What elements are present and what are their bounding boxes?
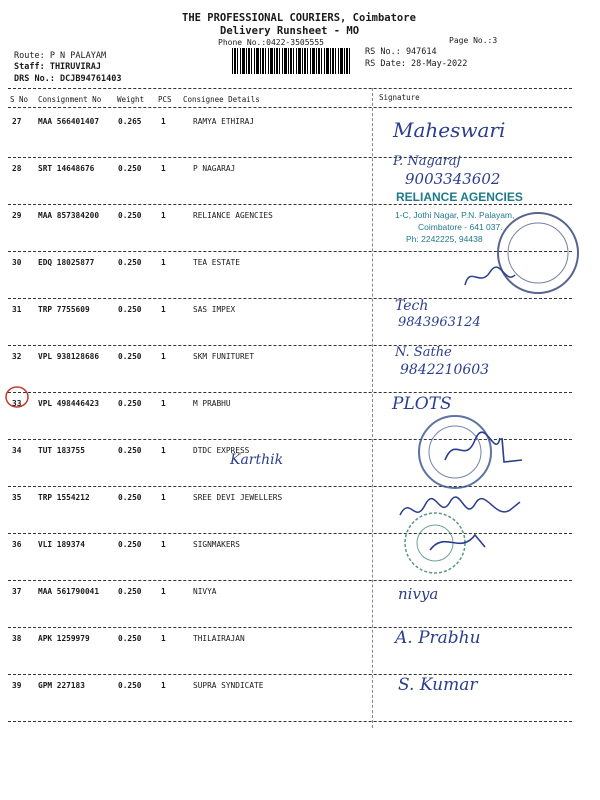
col-consignment: Consignment No	[38, 95, 102, 104]
row-sno: 27	[12, 117, 22, 126]
col-signature: Signature	[379, 93, 420, 102]
row-consignee: SKM FUNITURET	[193, 352, 255, 361]
phone-28: 9003343602	[405, 170, 501, 188]
signature-28: P. Nagaraj	[393, 154, 461, 169]
row-consignee: SAS IMPEX	[193, 305, 236, 314]
row-pcs: 1	[161, 540, 166, 549]
col-pcs: PCS	[158, 95, 172, 104]
row-consignee: RAMYA ETHIRAJ	[193, 117, 255, 126]
row-pcs: 1	[161, 587, 166, 596]
row-sno: 37	[12, 587, 22, 596]
row-consignee: NIVYA	[193, 587, 217, 596]
signature-34-scribble-icon	[440, 430, 530, 470]
row-sno: 38	[12, 634, 22, 643]
table-row	[0, 628, 600, 674]
signature-31: Tech	[395, 298, 429, 314]
drs-number: DRS No.: DCJB94761403	[14, 74, 122, 84]
row-weight: 0.250	[118, 211, 142, 220]
row-consignment: APK 1259979	[38, 634, 90, 643]
header-bottom-rule	[8, 107, 572, 108]
row-pcs: 1	[161, 399, 166, 408]
row-sno: 29	[12, 211, 22, 220]
row-consignment: VLI 189374	[38, 540, 85, 549]
row-sno: 33	[12, 399, 22, 408]
row-sno: 28	[12, 164, 22, 173]
row-weight: 0.250	[118, 305, 142, 314]
row-consignee: THILAIRAJAN	[193, 634, 245, 643]
row-weight: 0.250	[118, 493, 142, 502]
table-row	[0, 111, 600, 157]
signature-33: PLOTS	[392, 394, 452, 414]
signature-27: Maheswari	[393, 118, 506, 142]
phone-32: 9842210603	[400, 362, 490, 378]
row-sno: 36	[12, 540, 22, 549]
row-consignee: M PRABHU	[193, 399, 231, 408]
row-pcs: 1	[161, 446, 166, 455]
row-weight: 0.250	[118, 258, 142, 267]
row-weight: 0.250	[118, 540, 142, 549]
phone-number: Phone No.:0422-3505555	[218, 38, 324, 47]
signature-30-scribble-icon	[460, 260, 530, 295]
row-pcs: 1	[161, 117, 166, 126]
col-sno: S No	[10, 95, 29, 104]
row-pcs: 1	[161, 493, 166, 502]
stamp-address-2: Coimbatore - 641 037.	[418, 222, 503, 232]
header-top-rule	[8, 88, 572, 89]
rs-date: RS Date: 28-May-2022	[365, 59, 468, 69]
signature-32: N. Sathe	[395, 345, 452, 360]
row-consignment: VPL 498446423	[38, 399, 100, 408]
row-weight: 0.250	[118, 164, 142, 173]
stamp-address-1: 1-C, Jothi Nagar, P.N. Palayam,	[395, 210, 515, 220]
row-weight: 0.250	[118, 587, 142, 596]
runsheet-subtitle: Delivery Runsheet - MO	[220, 25, 360, 37]
row-consignment: EDQ 18025877	[38, 258, 95, 267]
signature-37: nivya	[398, 585, 439, 603]
row-sno: 39	[12, 681, 22, 690]
row-sno: 34	[12, 446, 22, 455]
row-weight: 0.250	[118, 352, 142, 361]
row-consignment: VPL 938128686	[38, 352, 100, 361]
signature-35-scribble-icon	[395, 490, 535, 530]
signature-column-divider	[372, 88, 373, 728]
company-title: THE PROFESSIONAL COURIERS, Coimbatore	[182, 12, 416, 24]
row-weight: 0.250	[118, 634, 142, 643]
table-row	[0, 346, 600, 392]
stamp-name: RELIANCE AGENCIES	[396, 190, 523, 204]
row-consignment: MAA 561790041	[38, 587, 100, 596]
row-consignee: SUPRA SYNDICATE	[193, 681, 264, 690]
row-consignee: RELIANCE AGENCIES	[193, 211, 273, 220]
rs-number: RS No.: 947614	[365, 47, 437, 57]
phone-31: 9843963124	[398, 315, 481, 330]
row-consignment: MAA 857384200	[38, 211, 100, 220]
table-row	[0, 675, 600, 721]
stamp-phone: Ph: 2242225, 94438	[406, 234, 483, 244]
row-consignment: MAA 566401407	[38, 117, 100, 126]
col-consignee: Consignee Details	[183, 95, 260, 104]
table-row	[0, 581, 600, 627]
row-consignment: GPM 227183	[38, 681, 85, 690]
row-consignee: SIGNMAKERS	[193, 540, 240, 549]
row-pcs: 1	[161, 164, 166, 173]
col-weight: Weight	[117, 95, 145, 104]
signature-36-scribble-icon	[425, 525, 495, 560]
row-pcs: 1	[161, 681, 166, 690]
row-pcs: 1	[161, 211, 166, 220]
circle-mark-icon	[2, 384, 32, 410]
row-consignment: TUT 183755	[38, 446, 85, 455]
row-pcs: 1	[161, 258, 166, 267]
row-consignment: TRP 1554212	[38, 493, 90, 502]
row-weight: 0.250	[118, 399, 142, 408]
row-consignee: SREE DEVI JEWELLERS	[193, 493, 283, 502]
row-consignee: TEA ESTATE	[193, 258, 240, 267]
row-consignment: SRT 14648676	[38, 164, 95, 173]
barcode	[232, 48, 350, 74]
staff-label: Staff: THIRUVIRAJ	[14, 62, 101, 72]
row-pcs: 1	[161, 634, 166, 643]
row-weight: 0.265	[118, 117, 142, 126]
row-weight: 0.250	[118, 446, 142, 455]
row-weight: 0.250	[118, 681, 142, 690]
row-divider	[8, 721, 572, 722]
row-sno: 35	[12, 493, 22, 502]
row-consignment: TRP 7755609	[38, 305, 90, 314]
row-pcs: 1	[161, 305, 166, 314]
row-pcs: 1	[161, 352, 166, 361]
route-label: Route: P N PALAYAM	[14, 51, 107, 61]
row-consignee: DTDC EXPRESS	[193, 446, 250, 455]
row-sno: 30	[12, 258, 22, 267]
row-sno: 32	[12, 352, 22, 361]
signature-38: A. Prabhu	[395, 628, 481, 648]
signature-39: S. Kumar	[398, 675, 478, 695]
page-number: Page No.:3	[449, 36, 498, 45]
note-34: Karthik	[230, 452, 284, 468]
row-consignee: P NAGARAJ	[193, 164, 236, 173]
table-row	[0, 534, 600, 580]
row-sno: 31	[12, 305, 22, 314]
